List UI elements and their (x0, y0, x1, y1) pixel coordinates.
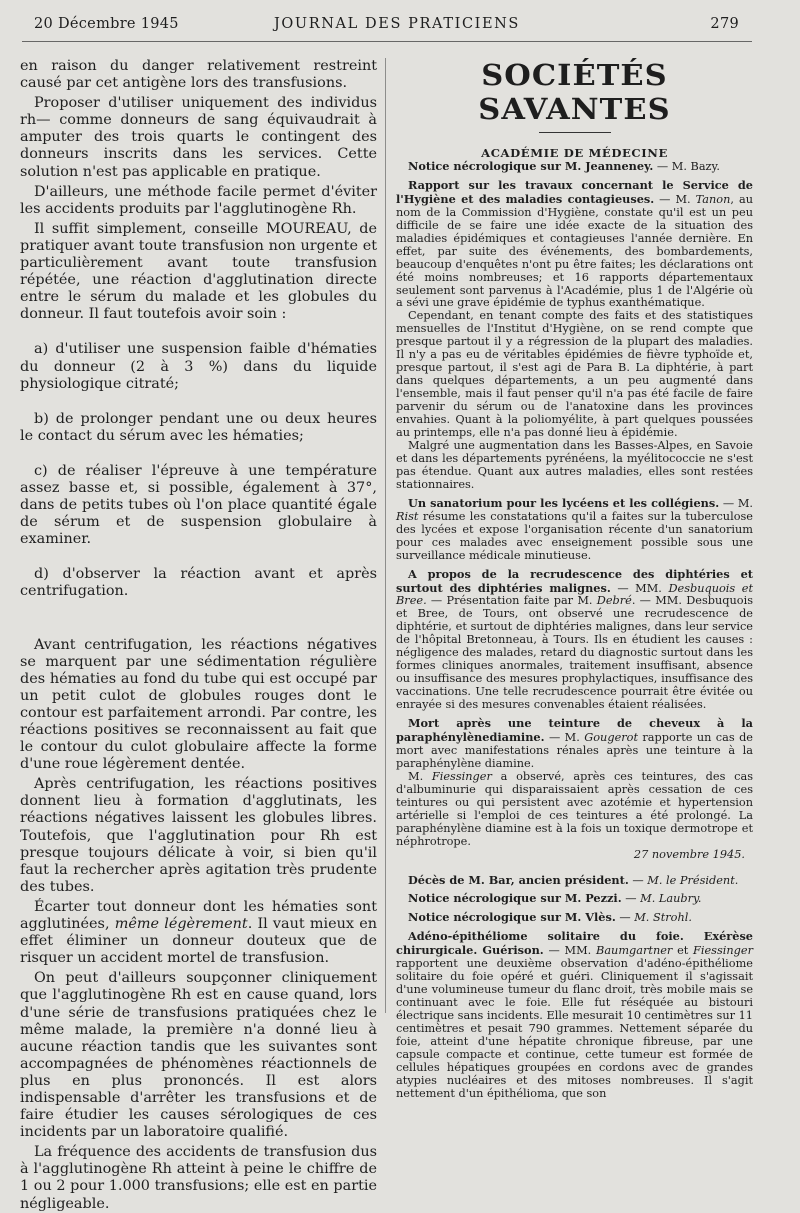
entry-paraphenylene: Mort après une teinture de cheveux à la paraphénylènediamine. — M. Gougerot rapporte un cas de mort avec manifestations rénales après une teinture à la paraphénylène diamine. (396, 716, 753, 770)
entry-rapport-hygiene: Rapport sur les travaux concernant le Service de l'Hygiène et des maladies contagieuses. — M. Tanon, au nom de la Commission d'Hygiène, constate qu'il est un peu difficile de se faire une idée exacte de la situation des maladies épidémiques et contagieuses l'année dernière. En effet, par suite des événements, des bombardements, beaucoup d'enquêtes n'ont pu être faites; les déclarations ont été moins nombreuses; et 16 rapports départementaux seulement sont parvenus à l'Académie, plus 1 de l'Algérie où a sévi une grave épidémie de typhus exanthématique. (396, 177, 753, 310)
session-date: 27 novembre 1945. (633, 847, 745, 861)
paragraph: Proposer d'utiliser uniquement des individus rh— comme donneurs de sang équivaudrait à amputer des trois quarts le contingent des donneurs inscrits dans les services. Cette solution n'est pas applicable en pratique. (20, 95, 377, 180)
title-rule (539, 132, 611, 133)
section-banner: SOCIÉTÉS SAVANTES (478, 58, 671, 126)
issue-date: 20 Décembre 1945 (34, 16, 179, 32)
paragraph: La fréquence des accidents de transfusion dus à l'agglutinogène Rh atteint à peine le chiffre de 1 ou 2 pour 1.000 transfusions; elle est en partie négligeable. (20, 1144, 377, 1212)
paragraph: M. Fiessinger a observé, après ces teintures, des cas d'albuminurie qui disparaissaient après cessation de ces teintures ou qui persistent avec azotémie et hypertension artérielle si l'emploi de ces teintures a été prolongé. La paraphénylène diamine est à la fois un toxique dermotrope et néphrotrope. (396, 769, 753, 848)
entry-adeno-epitheliome: Adéno-épithéliome solitaire du foie. Exérèse chirurgicale. Guérison. — MM. Baumgartner et Fiessinger rapportent une deuxième observation d'adéno-épithéliome solitaire du foie opéré et guéri. Cliniquement il s'agissait d'une volumineuse tumeur du flanc droit, très mobile mais se continuant avec le foie. Elle fut réséquée au bistouri électrique sans incidents. Elle mesurait 10 centimètres sur 11 centimètres et pesait 790 grammes. Nettement séparée du foie, atteint d'une hépatite chronique fibreuse, par une capsule compacte et continue, cette tumeur est formée de cellules hépatiques groupées en cordons avec de grandes atypies nucléaires et des mitoses nombreuses. Il s'agit nettement d'un épithélioma, que son (396, 929, 753, 1100)
left-column (20, 58, 377, 1213)
header-rule (22, 41, 752, 42)
entry-deces-bar: Décès de M. Bar, ancien président. — M. le Président. (408, 872, 739, 887)
entry-diphteries: A propos de la recrudescence des diphtéries et surtout des diphtéries malignes. — MM. Desbuquois et Bree. — Présentation faite par M. Debré. — MM. Desbuquois et Bree, de Tours, ont observé une recrudescence de diphtérie, et surtout de diphtéries malignes, dans leur service de l'hôpital Bretonneau, à Tours. Ils en étudient les causes : négligence des malades, retard du diagnostic surtout dans les formes cliniques anormales, traitement insuffisant, absence ou insuffisance des mesures prophylactiques, insuffisance des vaccinations. Une telle recrudescence pourrait être évitée ou enrayée si des mesures convenables étaient réalisées. (396, 566, 753, 712)
section-heading: ACADÉMIE DE MÉDECINE (481, 146, 668, 160)
list-item-b: b) de prolonger pendant une ou deux heures le contact du sérum avec les hématies; (20, 410, 377, 444)
paragraph: Cependant, en tenant compte des faits et des statistiques mensuelles de l'Institut d'Hygiène, on se rend compte que presque partout il y a régression de la plupart des maladies. Il n'y a pas eu de véritables épidémies de fièvre typhoïde et, presque partout, il s'est agi de Para B. La diphtérie, à part dans quelques départements, a un peu augmenté dans l'ensemble, mais il faut penser qu'il n'a pas été facile de faire parvenir du sérum ou de l'anatoxine dans les provinces envahies. Quant à la poliomyélite, à part quelques poussées au printemps, elle n'a pas donné lieu à épidémie. (396, 309, 753, 440)
paragraph: en raison du danger relativement restreint causé par cet antigène lors des transfusions. (20, 58, 377, 92)
entry-notice-pezzi: Notice nécrologique sur M. Pezzi. — M. Laubry. (408, 891, 702, 906)
paragraph: Écarter tout donneur dont les hématies sont agglutinées, même légèrement. Il vaut mieux en effet éliminer un donneur douteux que de risquer un accident mortel de transfusion. (20, 898, 377, 967)
column-divider (385, 58, 386, 1013)
page-number: 279 (710, 16, 739, 32)
entry-notice-vles: Notice nécrologique sur M. Vlès. — M. Strohl. (408, 910, 692, 925)
entry-notice-jeanneney: Notice nécrologique sur M. Jeanneney. — M. Bazy. (408, 158, 720, 173)
paragraph: Après centrifugation, les réactions positives donnent lieu à formation d'agglutinats, les réactions négatives laissent les globules libres. Toutefois, que l'agglutination pour Rh est presque toujours délicate à voir, si bien qu'il faut la rechercher après agitation très prudente des tubes. (20, 776, 377, 895)
paragraph: Il suffit simplement, conseille MOUREAU, de pratiquer avant toute transfusion non urgente et particulièrement avant toute transfusion répétée, une réaction d'agglutination directe entre le sérum du malade et les globules du donneur. Il faut toutefois avoir soin : (20, 220, 377, 323)
journal-title: JOURNAL DES PRATICIENS (274, 16, 520, 32)
list-item-d: d) d'observer la réaction avant et après centrifugation. (20, 566, 377, 600)
list-item-c: c) de réaliser l'épreuve à une température assez basse et, si possible, également à 37°, dans de petits tubes où l'on place quantité égale de sérum et de suspension globulaire à examiner. (20, 462, 377, 548)
paragraph: Avant centrifugation, les réactions négatives se marquent par une sédimentation régulière des hématies au fond du tube qui est occupé par un petit culot de globules rouges dont le contour est parfaitement arrondi. Par contre, les réactions positives se reconnaissent au fait que le contour du culot globulaire affecte la forme d'une roue légèrement dentée. (20, 636, 377, 773)
paragraph: Malgré une augmentation dans les Basses-Alpes, en Savoie et dans les départements pyrénéens, la myélitococcie ne s'est pas étendue. Quant aux autres maladies, elles sont restées stationnaires. (396, 438, 753, 491)
list-item-a: a) d'utiliser une suspension faible d'hématies du donneur (2 à 3 %) dans du liquide physiologique citraté; (20, 341, 377, 392)
running-header (34, 16, 739, 40)
paragraph: On peut d'ailleurs soupçonner cliniquement que l'agglutinogène Rh est en cause quand, lors d'une série de transfusions pratiquées chez le même malade, la première n'a donné lieu à aucune réaction tandis que les suivantes sont accompagnées de phénomènes réactionnels de plus en plus prononcés. Il est alors indispensable d'arrêter les transfusions et de faire étudier les causes sérologiques de ces incidents par un laboratoire qualifié. (20, 970, 377, 1141)
entry-sanatorium: Un sanatorium pour les lycéens et les collégiens. — M. Rist résume les constatations qu'il a faites sur la tuberculose des lycées et expose l'organisation récente d'un sanatorium pour ces malades avec enseignement possible sous une surveillance médicale minutieuse. (396, 495, 754, 562)
paragraph: D'ailleurs, une méthode facile permet d'éviter les accidents produits par l'agglutinogène Rh. (20, 183, 377, 217)
right-column (396, 58, 753, 1101)
